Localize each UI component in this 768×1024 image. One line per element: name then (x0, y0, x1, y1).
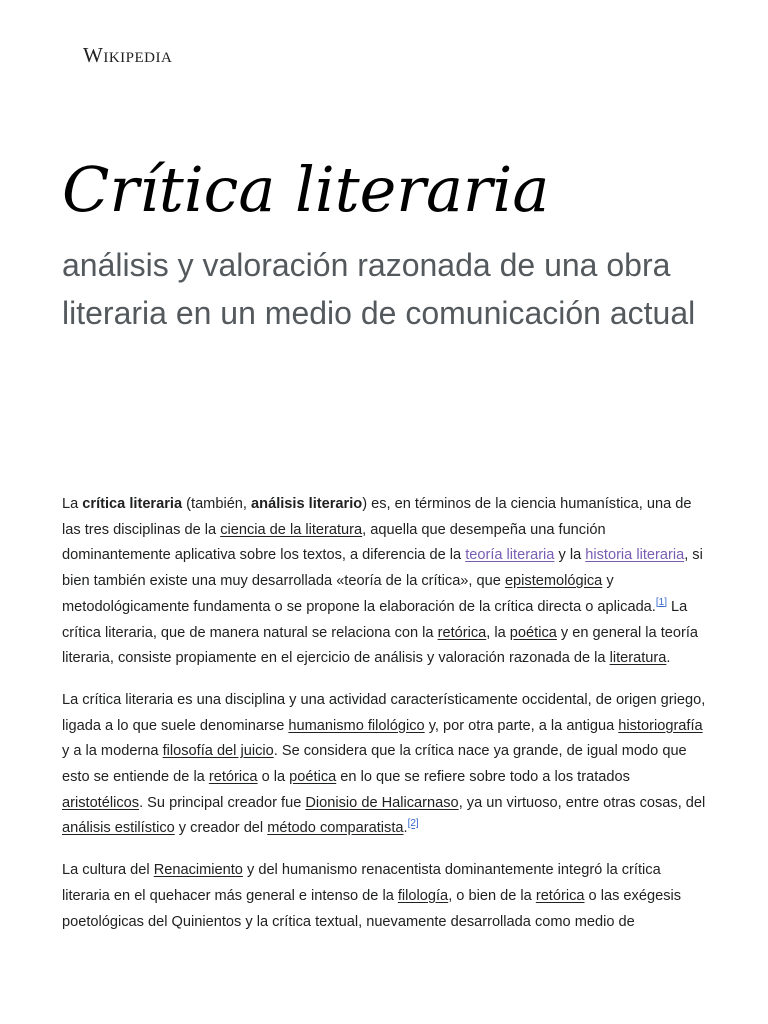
link-retorica[interactable]: retórica (208, 769, 258, 786)
paragraph-2 (62, 688, 712, 842)
reference-link-1[interactable]: [1] (655, 596, 667, 608)
text: . Su principal creador fue (139, 794, 306, 811)
text: o la (257, 769, 290, 786)
text: ) es, en términos de la ciencia humanística, una de las tres disciplinas de la (62, 496, 692, 538)
text: y del humanismo renacentista dominantemente integró la crítica literaria en el quehacer más general e intenso de la (62, 862, 661, 904)
text: y creador del (174, 820, 268, 837)
link-filologia[interactable]: filología (397, 887, 449, 904)
text: . (403, 820, 408, 837)
link-dionisio-de-halicarnaso[interactable]: Dionisio de Halicarnaso (305, 794, 459, 811)
link-retorica[interactable]: retórica (437, 624, 487, 641)
link-poetica[interactable]: poética (509, 624, 557, 641)
link-teoria-literaria[interactable]: teoría literaria (465, 547, 555, 564)
text: . Se considera que la crítica nace ya grande, de igual modo que esto se entiende de la (62, 743, 687, 786)
bold-term: análisis literario (251, 496, 363, 512)
link-analisis-estilistico[interactable]: análisis estilístico (62, 820, 175, 837)
text: La cultura del (62, 862, 154, 879)
text: La crítica literaria, que de manera natural se relaciona con la (62, 598, 688, 641)
text: , la (486, 624, 510, 641)
page-title: Crítica literaria (62, 153, 550, 226)
reference-1 (656, 597, 667, 608)
link-historia-literaria[interactable]: historia literaria (585, 547, 685, 564)
link-humanismo-filologico[interactable]: humanismo filológico (288, 717, 425, 734)
reference-link-2[interactable]: [2] (407, 818, 419, 830)
link-metodo-comparatista[interactable]: método comparatista (267, 820, 404, 837)
text: en lo que se refiere sobre todo a los tratados (336, 769, 630, 786)
link-ciencia-de-la-literatura[interactable]: ciencia de la literatura (220, 521, 363, 538)
text: y, por otra parte, a la antigua (424, 717, 619, 734)
text: y la (554, 547, 586, 564)
article-body (62, 492, 712, 951)
text: (también, (182, 496, 252, 512)
link-aristotelicos[interactable]: aristotélicos (62, 794, 140, 811)
link-poetica[interactable]: poética (289, 769, 337, 786)
text: . (666, 650, 671, 667)
wikipedia-logo[interactable]: Wikipedia (83, 43, 173, 67)
link-epistemologica[interactable]: epistemológica (504, 573, 603, 590)
text: o las exégesis poetológicas del Quinientos y la crítica textual, nuevamente desarrollada como medio de (62, 887, 682, 930)
text: , aquella que desempeña una función dominantemente aplicativa sobre los textos, a diferencia de la (62, 521, 606, 564)
text: La (62, 496, 83, 512)
paragraph-3 (62, 858, 712, 935)
link-renacimiento[interactable]: Renacimiento (153, 862, 243, 879)
page-subtitle: análisis y valoración razonada de una obra literaria en un medio de comunicación actual (62, 247, 696, 331)
link-filosofia-del-juicio[interactable]: filosofía del juicio (162, 743, 274, 760)
bold-term: crítica literaria (82, 496, 183, 512)
link-retorica[interactable]: retórica (535, 887, 585, 904)
text: y en general la teoría literaria, consiste propiamente en el ejercicio de análisis y valoración razonada de la (62, 624, 699, 667)
link-historiografia[interactable]: historiografía (618, 717, 703, 734)
text: La crítica literaria es una disciplina y una actividad característicamente occidental, de origen griego, ligada a lo que suele denominarse (62, 691, 706, 734)
link-literatura[interactable]: literatura (609, 650, 667, 667)
text: , o bien de la (448, 887, 536, 904)
paragraph-1 (62, 492, 712, 672)
reference-2 (408, 819, 419, 830)
text: , si bien también existe una muy desarrollada «teoría de la crítica», que (62, 547, 703, 590)
text: y metodológicamente fundamenta o se propone la elaboración de la crítica directa o aplicada. (62, 573, 656, 615)
text: y a la moderna (62, 743, 163, 760)
text: , ya un virtuoso, entre otras cosas, del (458, 794, 706, 811)
